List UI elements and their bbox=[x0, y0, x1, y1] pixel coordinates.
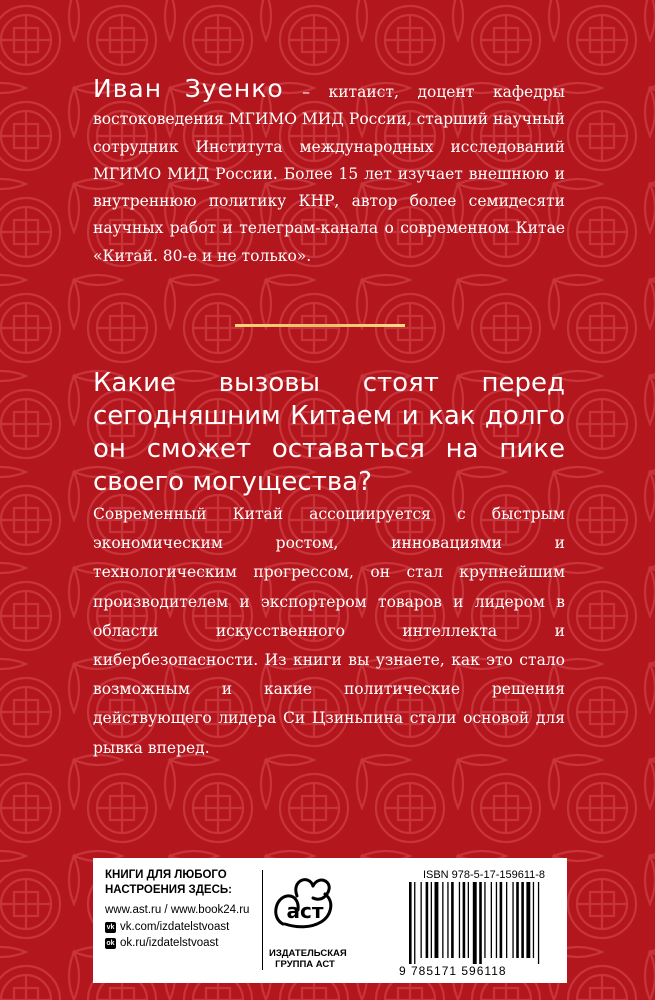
barcode-bar bbox=[447, 882, 448, 958]
barcode-bar bbox=[442, 882, 443, 958]
barcode-bar bbox=[538, 882, 539, 964]
barcode-bar bbox=[516, 882, 519, 958]
author-bio-text: – китаист, доцент кафедры востоковедения МГИМО МИД России, старший научный сотрудник Института международных исследований МГИМО МИД России. Более 15 лет изучает внешнюю и внутреннюю политику КНР, автор более семидесяти научных работ и телеграм-канала о современном Китае «Китай. 80-е и не только». bbox=[93, 83, 565, 265]
barcode-bar bbox=[491, 882, 492, 958]
vk-link[interactable]: vk.com/izdatelstvoast bbox=[120, 920, 230, 933]
barcode-bar bbox=[463, 882, 466, 958]
barcode-bar bbox=[533, 882, 534, 958]
barcode-bar bbox=[414, 882, 415, 964]
gold-divider bbox=[235, 324, 405, 327]
book-description: Современный Китай ассоциируется с быстрым экономическим ростом, инновациями и технологическим прогрессом, он стал крупнейшим производителем и экспортером товаров и лидером в области искусственного интеллекта и кибербезопасности. Из книги вы узнаете, как это стало возможным и какие политические решения действующего лидера Си Цзиньпина стали основой для рывка вперед. bbox=[93, 505, 565, 757]
barcode-bar bbox=[473, 882, 477, 964]
author-name: Иван Зуенко bbox=[93, 74, 284, 103]
barcode-bar bbox=[431, 882, 432, 958]
barcode-bar bbox=[479, 882, 482, 964]
ast-logo-icon bbox=[269, 866, 341, 944]
store-links bbox=[105, 868, 265, 952]
barcode-bar bbox=[451, 882, 454, 958]
ok-icon: ok bbox=[106, 940, 115, 948]
panel-heading-line1: КНИГИ ДЛЯ ЛЮБОГО bbox=[105, 869, 227, 881]
author-bio bbox=[93, 75, 565, 270]
barcode-bar bbox=[468, 882, 469, 958]
barcode-bar bbox=[426, 882, 429, 958]
barcode-bar bbox=[496, 882, 497, 958]
ok-link[interactable]: ok.ru/izdatelstvoast bbox=[120, 937, 219, 949]
isbn-label: ISBN 978-5-17-159611-8 bbox=[422, 869, 546, 881]
barcode-bar bbox=[521, 882, 524, 958]
panel-heading-line2: НАСТРОЕНИЯ ЗДЕСЬ: bbox=[105, 884, 232, 896]
barcode-bar bbox=[484, 882, 485, 958]
publisher-logo-block bbox=[269, 866, 347, 970]
isbn-barcode bbox=[405, 882, 561, 964]
websites-link[interactable]: www.ast.ru / www.book24.ru bbox=[105, 904, 250, 916]
panel-separator bbox=[262, 870, 263, 970]
vk-icon: vk bbox=[106, 923, 115, 931]
barcode-bar bbox=[409, 882, 412, 964]
barcode-bar bbox=[512, 882, 513, 958]
barcode-bar bbox=[421, 882, 422, 958]
barcode-bar bbox=[506, 882, 507, 958]
publisher-logo-text: аст bbox=[286, 899, 324, 923]
barcode-bar bbox=[459, 882, 460, 958]
barcode-bar bbox=[526, 882, 530, 958]
publisher-caption-line1: ИЗДАТЕЛЬСКАЯ bbox=[269, 948, 347, 959]
barcode-bar bbox=[435, 882, 439, 958]
barcode-bar bbox=[500, 882, 503, 958]
publisher-caption-line2: ГРУППА АСТ bbox=[275, 959, 335, 970]
publisher-panel bbox=[93, 858, 567, 983]
barcode-digits: 9 785171 596118 bbox=[399, 964, 507, 978]
headline: Какие вызовы стоят перед сегодняшним Китаем и как долго он сможет оставаться на пике своего могущества? bbox=[93, 368, 565, 497]
